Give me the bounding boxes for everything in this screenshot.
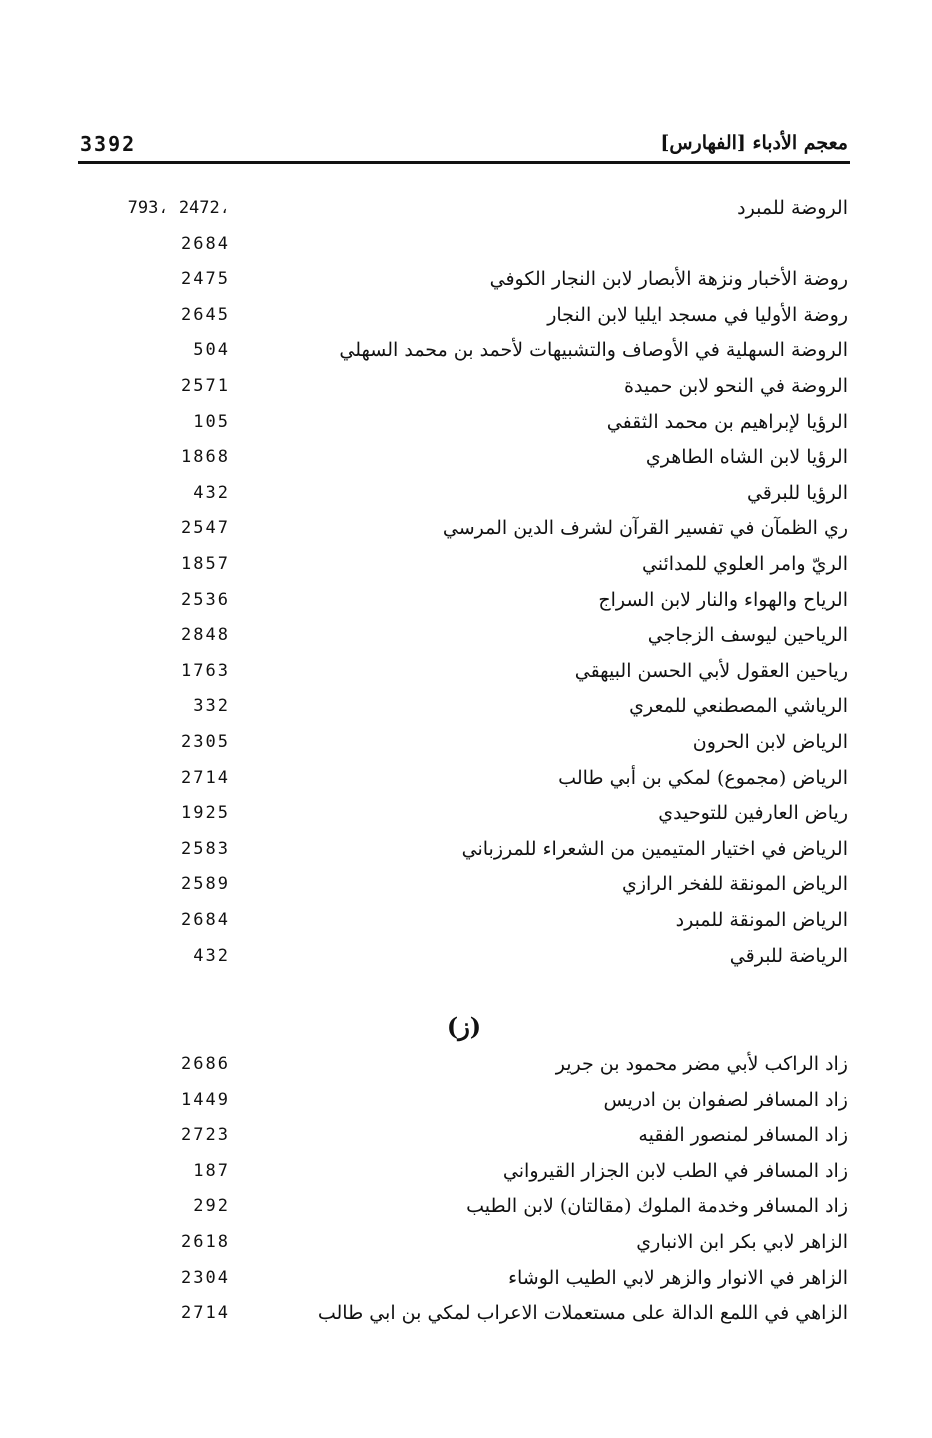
entry-title: الرياض المونقة للفخر الرازي (622, 873, 848, 896)
entry-title: الريّ وامر العلوي للمدائني (641, 553, 848, 575)
index-entry (78, 1228, 850, 1258)
entry-pages: 2723 (181, 1125, 230, 1146)
entry-title: رياحين العقول لأبي الحسن البيهقي (574, 659, 848, 682)
header-rule (78, 161, 850, 164)
entry-pages: 432 (193, 945, 230, 966)
entry-pages: 1925 (181, 803, 230, 824)
entry-pages: 2305 (181, 732, 230, 752)
index-entry (78, 1192, 850, 1222)
entry-pages: 2583 (181, 838, 230, 859)
entry-title: الروضة للمبرد (737, 197, 848, 219)
index-entry (78, 336, 850, 366)
entry-pages: 1449 (181, 1089, 230, 1110)
entry-title: الروضة السهلية في الأوصاف والتشبيهات لأحمد بن محمد السهلي (339, 339, 848, 362)
index-entry (78, 408, 850, 438)
index-entry (78, 194, 850, 224)
index-entry (78, 799, 850, 829)
entry-pages: 2684 (181, 910, 230, 930)
index-entry (78, 1086, 850, 1116)
index-entry (78, 621, 850, 651)
index-entry (78, 1050, 850, 1080)
index-entry (78, 1157, 850, 1187)
index-entry (78, 479, 850, 509)
index-entry (78, 586, 850, 616)
index-entry (78, 835, 850, 865)
entry-pages: 332 (193, 696, 230, 717)
entry-pages: 187 (193, 1160, 230, 1181)
entry-pages: 504 (193, 340, 230, 361)
entry-pages: 2645 (181, 304, 230, 325)
entry-title: روضة الأخبار ونزهة الأبصار لابن النجار الكوفي (489, 268, 848, 291)
entry-pages: 2714 (181, 767, 230, 788)
entry-pages: 2714 (181, 1303, 230, 1324)
entry-title: زاد المسافر لمنصور الفقيه (638, 1124, 848, 1147)
index-entry (78, 265, 850, 295)
index-entry (78, 657, 850, 687)
index-entry (78, 230, 850, 260)
index-entry (78, 870, 850, 900)
entry-title: الرياض في اختيار المتيمين من الشعراء للمرزباني (461, 837, 848, 860)
index-entry (78, 550, 850, 580)
index-entry (78, 728, 850, 758)
entry-title: زاد المسافر لصفوان بن ادريس (603, 1088, 848, 1111)
index-entry (78, 443, 850, 473)
index-entry (78, 764, 850, 794)
index-entry (78, 372, 850, 402)
entry-title: ري الظمآن في تفسير القرآن لشرف الدين المرسي (442, 517, 848, 540)
entry-title: روضة الأوليا في مسجد ايليا لابن النجار (547, 303, 848, 326)
entry-pages: 2686 (181, 1054, 230, 1074)
index-entry (78, 942, 850, 972)
entry-pages: 1763 (181, 660, 230, 681)
entry-title: الرياضة للبرقي (729, 944, 848, 967)
entry-title: زاد الراكب لأبي مضر محمود بن جرير (555, 1053, 848, 1075)
entry-title: الرياض (مجموع) لمكي بن أبي طالب (558, 766, 848, 789)
entry-pages: 2618 (181, 1232, 230, 1252)
entry-pages: 2571 (181, 376, 230, 396)
entry-title: زاد المسافر في الطب لابن الجزار القيرواني (502, 1159, 848, 1182)
entry-pages: 1868 (181, 447, 230, 468)
entry-title: الرؤيا لابن الشاه الطاهري (645, 446, 848, 469)
entry-pages: 292 (193, 1196, 230, 1217)
entry-pages: 2589 (181, 874, 230, 895)
section-heading-z: (ز) (446, 1012, 482, 1041)
entry-title: الرياحين ليوسف الزجاجي (647, 624, 848, 647)
entry-pages: 432 (193, 482, 230, 503)
entry-pages: 2536 (181, 589, 230, 610)
entry-pages: 2304 (181, 1267, 230, 1288)
page-number: 3392 (80, 132, 137, 156)
entry-pages: 1857 (181, 554, 230, 574)
entry-title: الرؤيا للبرقي (746, 481, 848, 504)
entry-title: الروضة في النحو لابن حميدة (624, 375, 848, 397)
entry-pages: 2475 (181, 269, 230, 290)
index-entry (78, 906, 850, 936)
page-header (78, 128, 850, 162)
entry-title: زاد المسافر وخدمة الملوك (مقالتان) لابن الطيب (466, 1195, 848, 1218)
entry-pages: 105 (193, 411, 230, 432)
entry-title: الرياشي المصطنعي للمعري (629, 695, 848, 718)
index-entry (78, 301, 850, 331)
entry-title: الزاهر في الانوار والزهر لابي الطيب الوشاء (508, 1266, 848, 1289)
entry-title: الرياض المونقة للمبرد (675, 909, 848, 931)
index-entry (78, 514, 850, 544)
index-entry (78, 1299, 850, 1329)
entry-title: الزاهر لابي بكر ابن الانباري (636, 1231, 848, 1253)
entry-pages: 2547 (181, 518, 230, 539)
index-entry (78, 692, 850, 722)
entry-pages: 2684 (181, 233, 230, 254)
entry-title: الزاهي في اللمع الدالة على مستعملات الاعراب لمكي بن ابي طالب (317, 1302, 848, 1325)
entry-title: الرياح والهواء والنار لابن السراج (598, 588, 848, 611)
entry-title: الرؤيا لإبراهيم بن محمد الثقفي (606, 410, 848, 433)
index-entry (78, 1121, 850, 1151)
entry-title: رياض العارفين للتوحيدي (658, 802, 848, 825)
running-title: معجم الأدباء [الفهارس] (660, 132, 848, 154)
entry-pages: 2848 (181, 625, 230, 646)
entry-pages: 793، 2472، (127, 198, 230, 218)
index-entry (78, 1264, 850, 1294)
entry-title: الرياض لابن الحرون (692, 731, 848, 753)
